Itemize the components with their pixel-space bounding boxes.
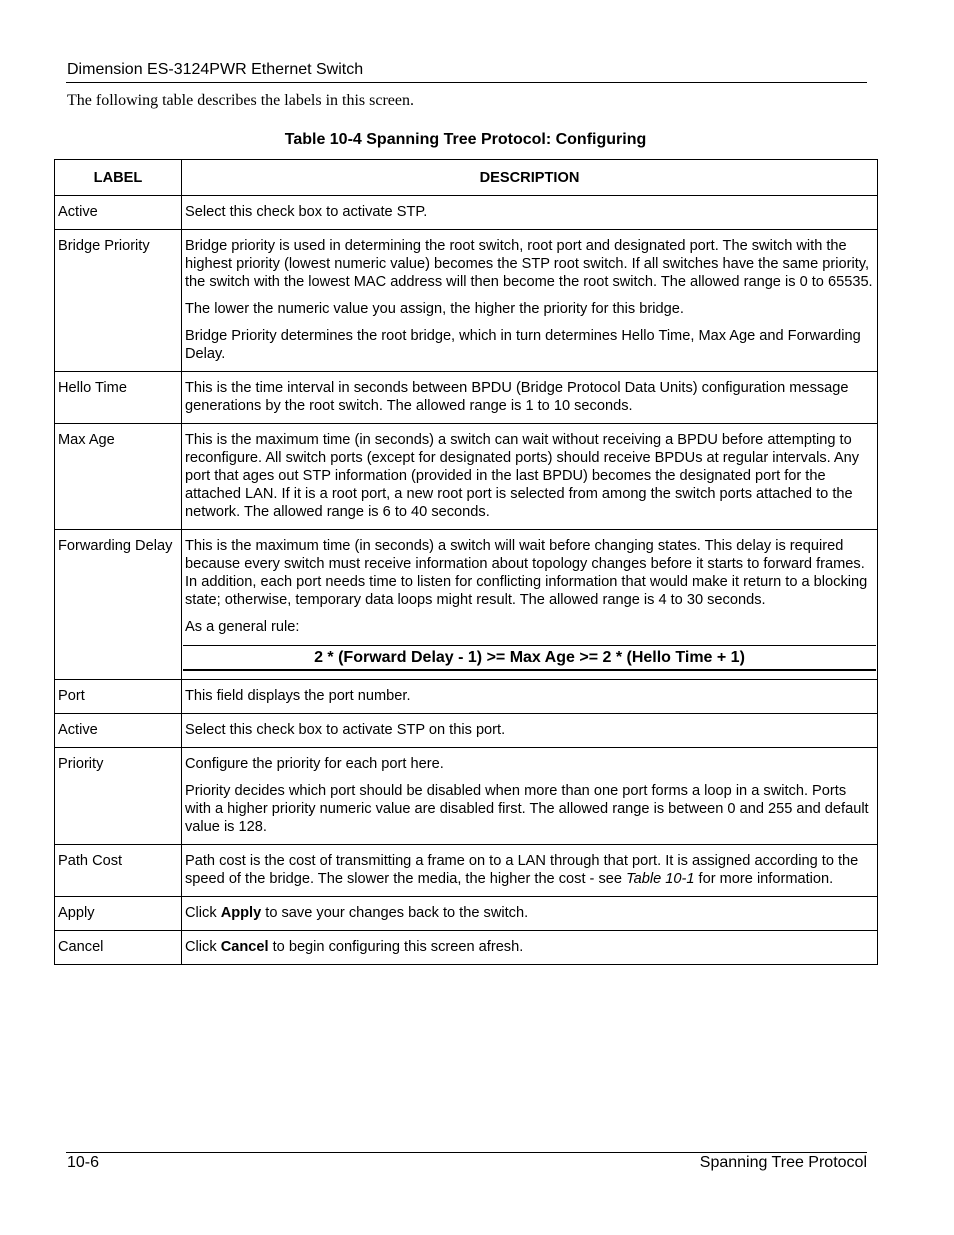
click-suffix: to save your changes back to the switch. (261, 905, 529, 921)
row-description (182, 748, 878, 845)
description-paragraph: Bridge priority is used in determining the root switch, root port and designated port. The switch with the highest priority (lowest numeric value) becomes the STP root switch. If all switches have the same priority, the switch with the lowest MAC address will then become the root switch. The allowed range is 0 to 65535. (185, 238, 873, 290)
table-row (55, 680, 878, 714)
table-reference: Table 10-1 (626, 871, 695, 887)
row-label: Priority (55, 748, 182, 845)
description-paragraph: Bridge Priority determines the root bridge, which in turn determines Hello Time, Max Age and Forwarding Delay. (185, 328, 861, 362)
document-header-title: Dimension ES-3124PWR Ethernet Switch (67, 61, 364, 78)
column-header-label: LABEL (55, 160, 182, 196)
table-row (55, 748, 878, 845)
apply-term: Apply (220, 905, 262, 921)
table-header-row (55, 160, 878, 196)
row-label: Path Cost (55, 845, 182, 897)
row-label: Forwarding Delay (55, 530, 182, 680)
intro-text: The following table describes the labels in this screen. (67, 92, 415, 109)
description-paragraph: Configure the priority for each port here. (185, 756, 444, 772)
path-cost-text-after: for more information. (694, 871, 834, 887)
row-label: Cancel (55, 931, 182, 965)
description-paragraph: This is the maximum time (in seconds) a switch will wait before changing states. This delay is required because every switch must receive information about topology changes before it starts to forward frames. In addition, each port needs time to listen for conflicting information that would make it return to a blocking state; otherwise, temporary data loops might result. The allowed range is 4 to 30 seconds. (185, 538, 868, 608)
click-suffix: to begin configuring this screen afresh. (268, 939, 524, 955)
description-paragraph: The lower the numeric value you assign, the higher the priority for this bridge. (185, 301, 684, 317)
description-paragraph (185, 852, 874, 888)
table-row (55, 372, 878, 424)
row-description (182, 897, 878, 931)
row-description (182, 680, 878, 714)
row-label: Hello Time (55, 372, 182, 424)
labels-table (54, 159, 878, 965)
row-label: Bridge Priority (55, 230, 182, 372)
row-description (182, 931, 878, 965)
click-prefix: Click (185, 939, 221, 955)
row-description (182, 530, 878, 680)
chapter-title: Spanning Tree Protocol (699, 1154, 867, 1171)
page-number: 10-6 (67, 1154, 100, 1171)
description-paragraph (185, 904, 874, 922)
table-caption: Table 10-4 Spanning Tree Protocol: Configuring (284, 131, 647, 148)
footer-divider (66, 1152, 867, 1153)
row-label: Active (55, 714, 182, 748)
table-row (55, 424, 878, 530)
column-header-description: DESCRIPTION (182, 160, 878, 196)
click-prefix: Click (185, 905, 221, 921)
table-row (55, 230, 878, 372)
description-paragraph: Priority decides which port should be disabled when more than one port forms a loop in a switch. Ports with a higher priority numeric value are disabled first. The allowed range is between 0 and 255 and default value is 128. (185, 783, 869, 835)
table-row (55, 897, 878, 931)
cancel-term: Cancel (220, 939, 269, 955)
row-description (182, 230, 878, 372)
row-description (182, 372, 878, 424)
description-paragraph: Select this check box to activate STP. (185, 204, 428, 220)
description-paragraph: This is the time interval in seconds between BPDU (Bridge Protocol Data Units) configuration message generations by the root switch. The allowed range is 1 to 10 seconds. (185, 380, 849, 414)
row-label: Port (55, 680, 182, 714)
row-description (182, 424, 878, 530)
description-paragraph: This field displays the port number. (185, 688, 411, 704)
description-paragraph: Select this check box to activate STP on this port. (185, 722, 506, 738)
row-label: Max Age (55, 424, 182, 530)
path-cost-text-before: Path cost is the cost of transmitting a frame on to a LAN through that port. It is assigned according to the speed of the bridge. The slower the media, the higher the cost - see (185, 853, 859, 887)
description-paragraph: As a general rule: (185, 619, 300, 635)
row-description (182, 845, 878, 897)
general-rule-formula: 2 * (Forward Delay - 1) >= Max Age >= 2 * (Hello Time + 1) (183, 645, 876, 671)
table-row (55, 530, 878, 680)
table-row (55, 845, 878, 897)
description-paragraph: This is the maximum time (in seconds) a switch can wait without receiving a BPDU before attempting to reconfigure. All switch ports (except for designated ports) should receive BPDUs at regular intervals. Any port that ages out STP information (provided in the last BPDU) becomes the designated port for the attached LAN. If it is a root port, a new root port is selected from among the switch ports attached to the network. The allowed range is 6 to 40 seconds. (185, 432, 860, 520)
table-row (55, 196, 878, 230)
row-description (182, 196, 878, 230)
row-label: Apply (55, 897, 182, 931)
row-label: Active (55, 196, 182, 230)
table-row (55, 714, 878, 748)
header-divider (66, 82, 867, 83)
description-paragraph (185, 938, 874, 956)
table-row (55, 931, 878, 965)
row-description (182, 714, 878, 748)
